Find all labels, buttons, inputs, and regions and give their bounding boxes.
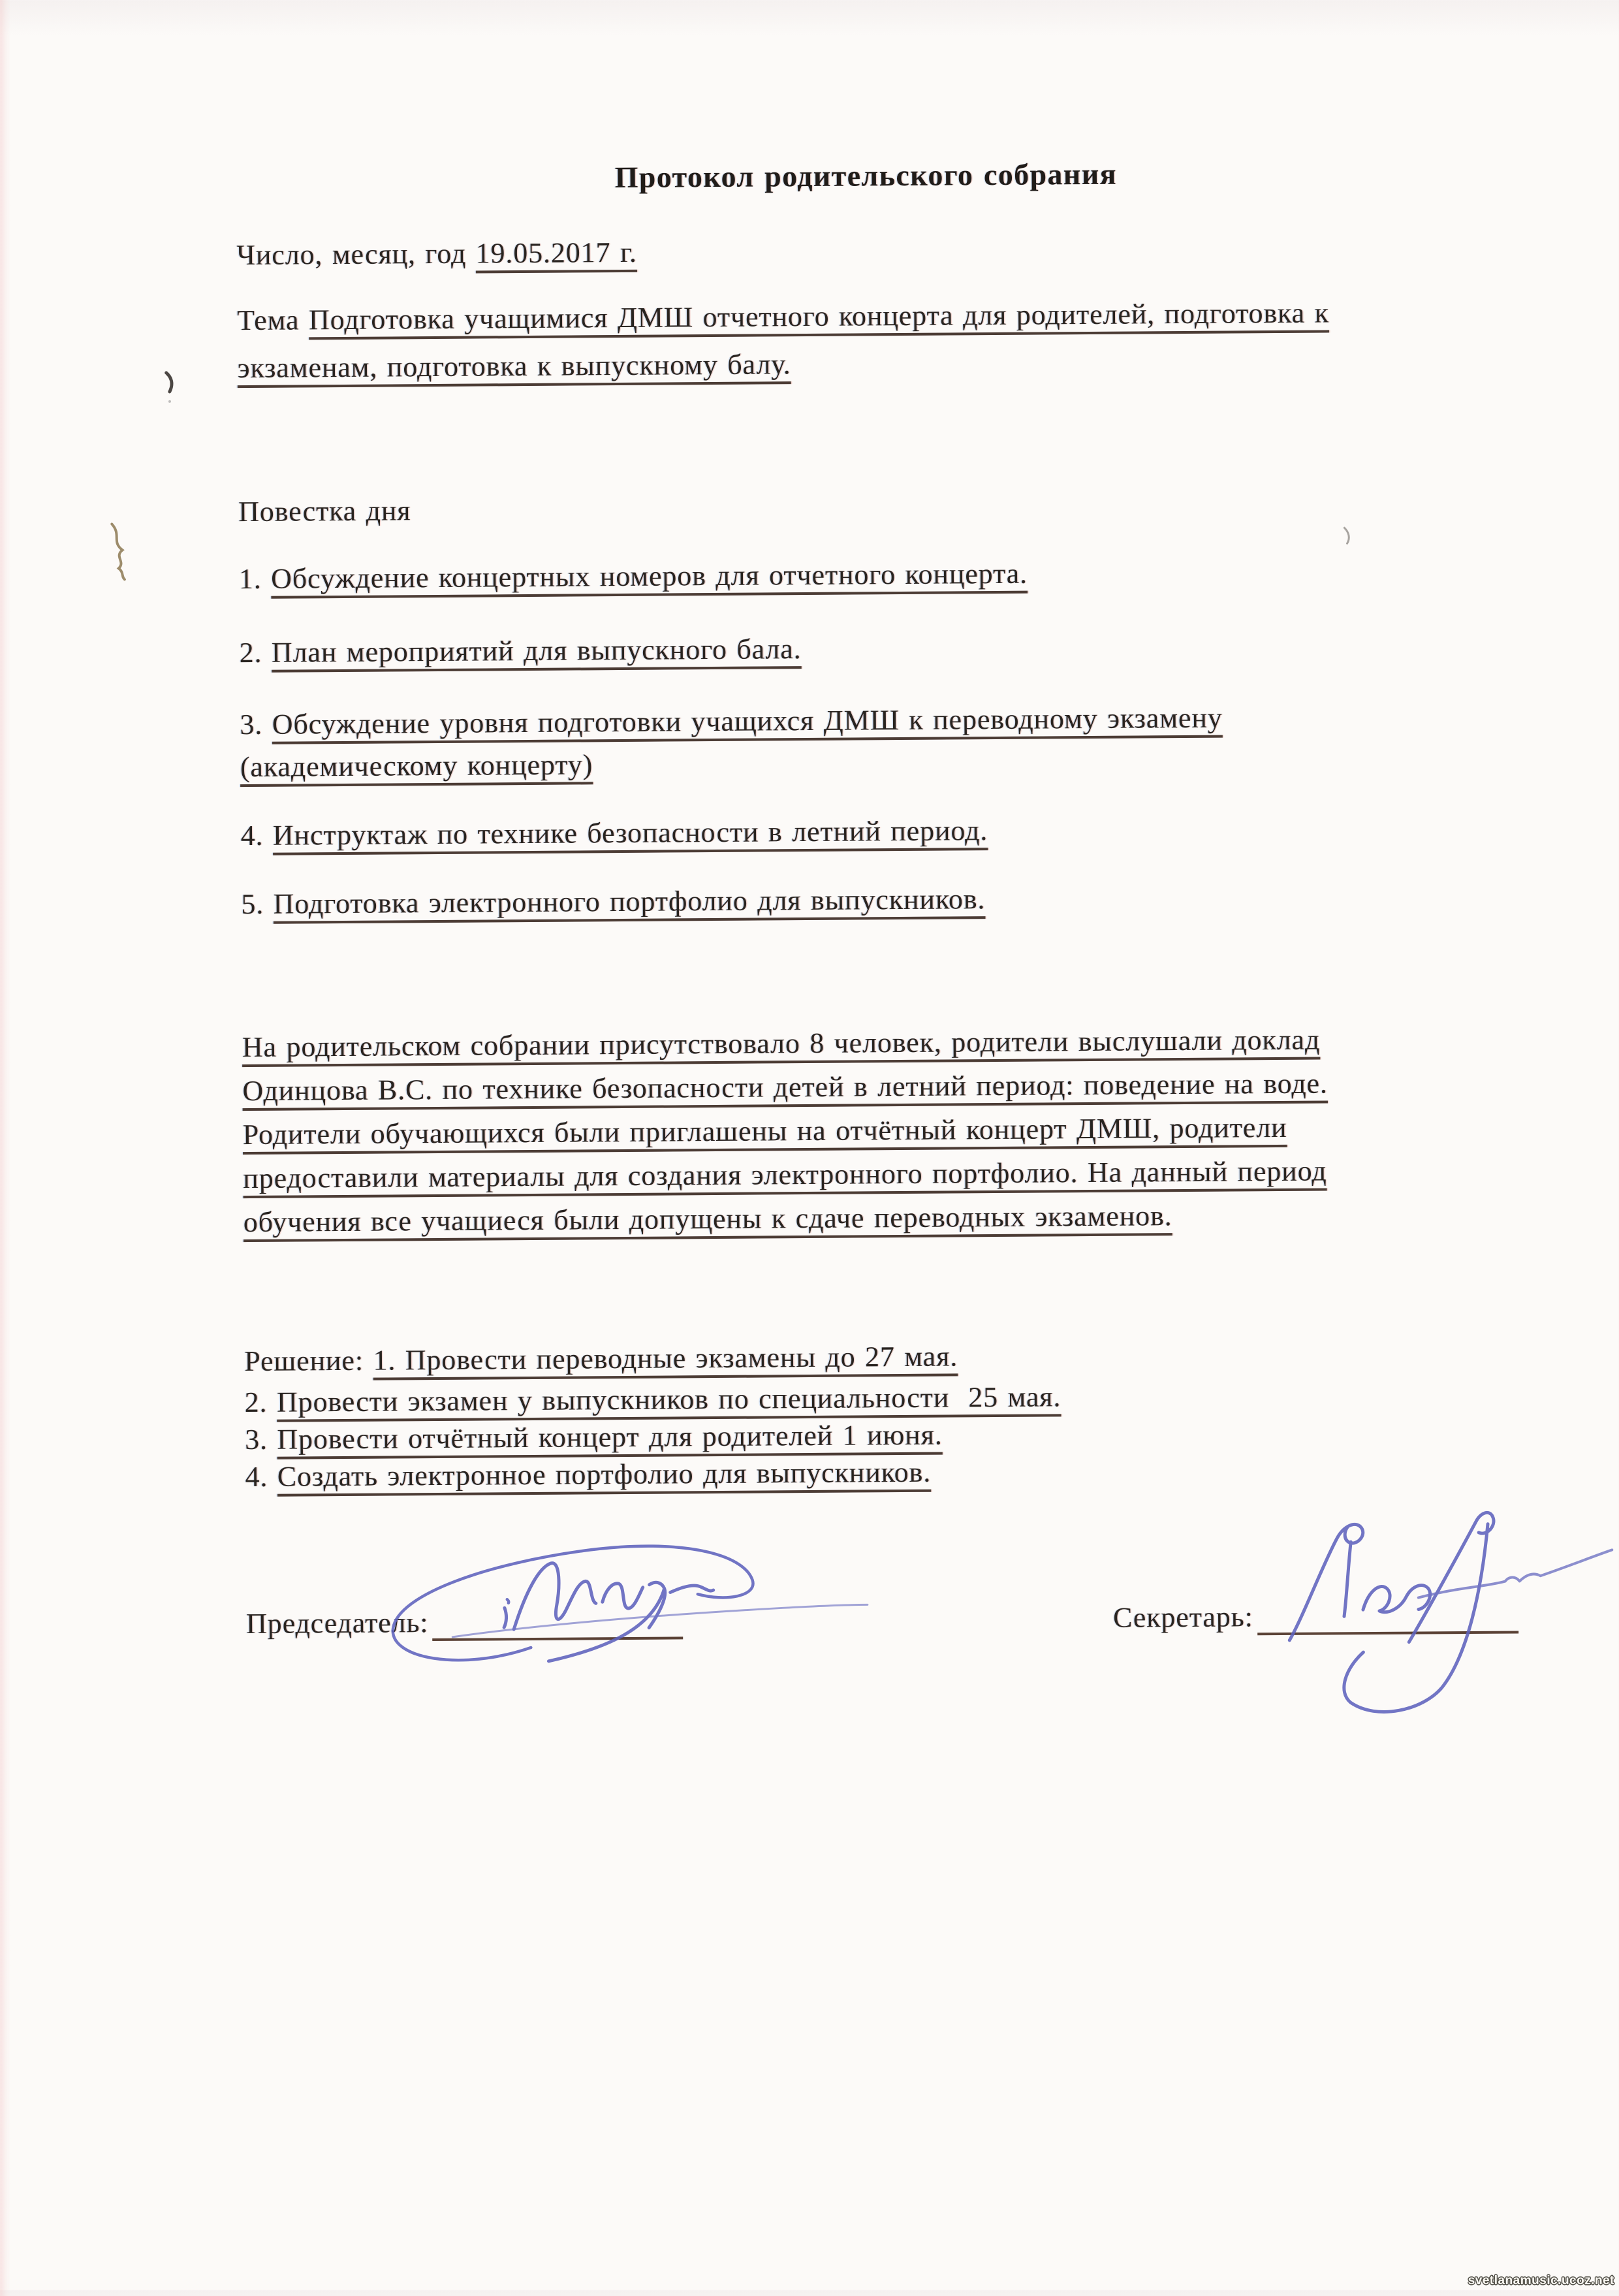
agenda-item-3-text: Обсуждение уровня подготовки учащихся ДМШ к переводному экзамену: [272, 701, 1223, 741]
agenda-item-3-continuation: [240, 748, 593, 784]
chairman-signature-line: [433, 1630, 684, 1641]
date-value: 19.05.2017 г.: [475, 236, 638, 270]
agenda-item-5: [241, 882, 985, 921]
secretary-signature-line: [1257, 1624, 1518, 1635]
secretary-label: Секретарь:: [1112, 1601, 1253, 1634]
topic-label: Тема: [236, 304, 309, 337]
document-title: Протокол родительского собрания: [614, 157, 1118, 195]
chairman-signature-dot: [507, 1599, 509, 1603]
agenda-item-3-number: 3.: [240, 708, 272, 741]
topic-line-2: [237, 347, 791, 385]
summary-text-5: обучения все учащиеся были допущены к сдаче переводных экзаменов.: [243, 1200, 1172, 1239]
resolution-item-2-number: 2.: [244, 1386, 277, 1419]
agenda-item-1-text: Обсуждение концертных номеров для отчетного концерта.: [270, 557, 1028, 595]
agenda-item-3: [240, 701, 1223, 742]
summary-line-3: [243, 1111, 1287, 1152]
small-tick-artifact: [1344, 528, 1349, 543]
secretary-signature-block: [1113, 1598, 1518, 1636]
chairman-signature-block: [246, 1604, 684, 1642]
agenda-item-4-number: 4.: [240, 819, 274, 852]
resolution-item-4-number: 4.: [245, 1460, 277, 1493]
agenda-item-5-text: Подготовка электронного портфолио для выпускников.: [273, 883, 986, 920]
agenda-item-5-number: 5.: [241, 887, 274, 921]
resolution-line-4: [245, 1456, 931, 1494]
summary-text-1: На родительском собрании присутствовало 8 человек, родители выслушали доклад: [242, 1023, 1321, 1064]
resolution-line-2: [245, 1380, 1061, 1420]
agenda-item-4: [240, 814, 988, 853]
agenda-heading: Повестка дня: [238, 494, 411, 528]
topic-text-2: экзаменам, подготовка к выпускному балу.: [237, 348, 791, 385]
resolution-item-3-text: Провести отчётный концерт для родителей 1 июня.: [277, 1418, 943, 1456]
resolution-label: Решение:: [244, 1344, 373, 1378]
topic-text-1: Подготовка учащимися ДМШ отчетного концерта для родителей, подготовка к: [308, 296, 1330, 336]
resolution-line-3: [245, 1418, 943, 1457]
agenda-item-4-text: Инструктаж по технике безопасности в летний период.: [272, 814, 988, 852]
summary-line-4: [243, 1154, 1327, 1195]
dust-speck: [168, 400, 171, 403]
agenda-item-2: [239, 632, 801, 670]
agenda-item-1: [239, 557, 1028, 596]
resolution-line-1: [244, 1339, 958, 1379]
summary-line-1: [242, 1023, 1321, 1064]
hair-squiggle-artifact: [112, 524, 125, 579]
date-label: Число, месяц, год: [236, 237, 476, 272]
scan-artifacts: [111, 364, 1349, 579]
summary-line-2: [242, 1066, 1328, 1108]
watermark: svetlanamusic.ucoz.net: [1468, 2274, 1614, 2288]
agenda-item-3-text-2: (академическому концерту): [240, 748, 593, 784]
secretary-signature-tail: [1418, 1550, 1612, 1597]
topic-line-1: [237, 296, 1329, 338]
summary-text-4: предоставили материалы для создания электронного портфолио. На данный период: [243, 1155, 1327, 1195]
resolution-item-4-text: Создать электронное портфолио для выпускников.: [277, 1456, 932, 1493]
summary-text-3: Родители обучающихся были приглашены на отчётный концерт ДМШ, родители: [242, 1111, 1287, 1151]
date-line: [236, 236, 637, 272]
summary-line-5: [244, 1199, 1172, 1239]
resolution-item-2-text: Провести экзамен у выпускников по специальности 25 мая.: [276, 1380, 1061, 1418]
chairman-label: Председатель:: [245, 1606, 429, 1640]
resolution-item-1: 1. Провести переводные экзамены до 27 мая.: [373, 1340, 958, 1377]
summary-text-2: Одинцова В.С. по технике безопасности детей в летний период: поведение на воде.: [242, 1067, 1328, 1108]
agenda-item-1-number: 1.: [238, 562, 272, 596]
agenda-item-2-text: План мероприятий для выпускного бала.: [271, 633, 802, 669]
resolution-item-3-number: 3.: [244, 1423, 277, 1456]
agenda-item-2-number: 2.: [239, 636, 272, 669]
chairman-signature: [392, 1544, 868, 1662]
chairman-signature-loop: [392, 1546, 753, 1661]
ink-speck-mark: [166, 373, 172, 392]
